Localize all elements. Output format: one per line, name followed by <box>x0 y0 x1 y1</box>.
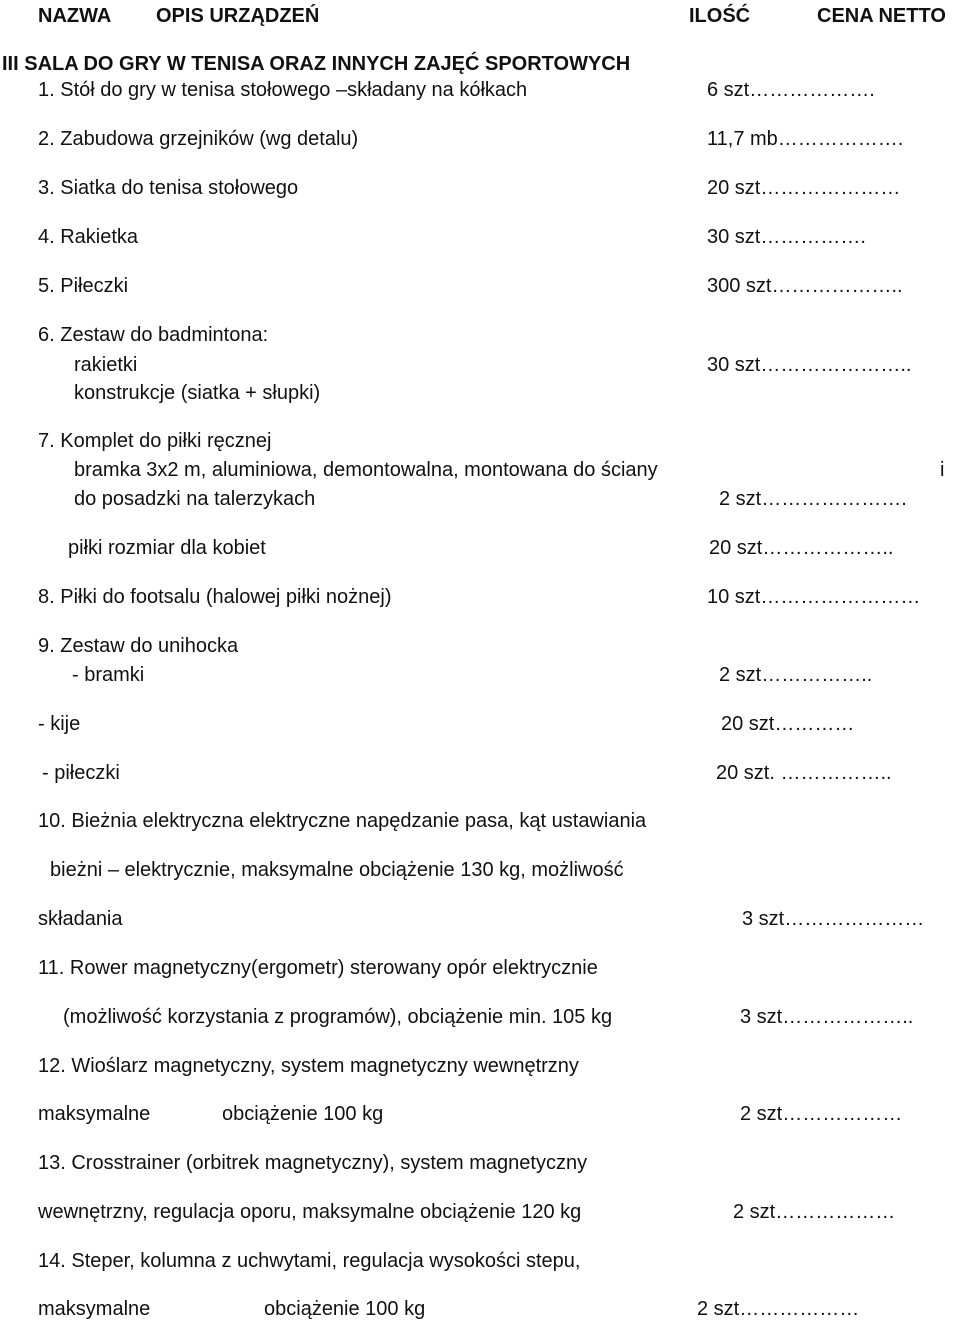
item-14-qty: 2 szt……………… <box>697 1298 860 1320</box>
item-7-text: 7. Komplet do piłki ręcznej <box>38 430 272 452</box>
item-13-qty: 2 szt……………… <box>733 1201 896 1223</box>
item-9-text: 9. Zestaw do unihocka <box>38 635 239 657</box>
item-7-line3: do posadzki na talerzykach <box>74 488 316 510</box>
section-title: III SALA DO GRY W TENISA ORAZ INNYCH ZAJĘĆ SPORTOWYCH <box>2 53 631 75</box>
item-1-text: 1. Stół do gry w tenisa stołowego –składany na kółkach <box>38 79 528 101</box>
header-col-cena: CENA NETTO <box>817 5 946 27</box>
item-10-line2: bieżni – elektrycznie, maksymalne obciążenie 130 kg, możliwość <box>50 859 624 881</box>
item-14-line2a: maksymalne <box>38 1298 151 1320</box>
item-9-sub-bramki: - bramki <box>72 664 145 686</box>
item-7-line2: bramka 3x2 m, aluminiowa, demontowalna, montowana do ściany <box>74 459 658 481</box>
item-14-line2b: obciążenie 100 kg <box>264 1298 426 1320</box>
item-6-sub-rakietki: rakietki <box>74 354 138 376</box>
item-11-line2: (możliwość korzystania z programów), obciążenie min. 105 kg <box>63 1006 613 1028</box>
item-13-line2: wewnętrzny, regulacja oporu, maksymalne obciążenie 120 kg <box>38 1201 582 1223</box>
item-11-qty: 3 szt……………….. <box>740 1006 914 1028</box>
item-3-text: 3. Siatka do tenisa stołowego <box>38 177 299 199</box>
header-col-ilosc: ILOŚĆ <box>689 5 751 27</box>
item-13-text: 13. Crosstrainer (orbitrek magnetyczny), system magnetyczny <box>38 1152 588 1174</box>
header-col-opis: OPIS URZĄDZEŃ <box>156 5 320 27</box>
item-9-sub-kije: - kije <box>38 713 81 735</box>
item-6-sub-konstrukcje: konstrukcje (siatka + słupki) <box>74 382 321 404</box>
item-8-qty: 10 szt…………………… <box>707 586 921 608</box>
item-8-text: 8. Piłki do footsalu (halowej piłki nożnej) <box>38 586 392 608</box>
item-14-text: 14. Steper, kolumna z uchwytami, regulacja wysokości stepu, <box>38 1250 581 1272</box>
item-12-text: 12. Wioślarz magnetyczny, system magnetyczny wewnętrzny <box>38 1055 579 1077</box>
header-col-nazwa: NAZWA <box>38 5 112 27</box>
item-12-line2b: obciążenie 100 kg <box>222 1103 384 1125</box>
item-4-qty: 30 szt……………. <box>707 226 866 248</box>
item-10-text: 10. Bieżnia elektryczna elektryczne napędzanie pasa, kąt ustawiania <box>38 810 647 832</box>
item-1-qty: 6 szt………………. <box>707 79 875 101</box>
item-2-text: 2. Zabudowa grzejników (wg detalu) <box>38 128 359 150</box>
item-7-sub: piłki rozmiar dla kobiet <box>68 537 266 559</box>
item-10-qty: 3 szt………………… <box>742 908 925 930</box>
item-4-text: 4. Rakietka <box>38 226 139 248</box>
item-6-qty: 30 szt………………….. <box>707 354 912 376</box>
item-10-line3: składania <box>38 908 123 930</box>
item-7-qty: 2 szt…………………. <box>719 488 907 510</box>
item-9-sub-pileczki: - piłeczki <box>42 762 120 784</box>
item-9-sub-pileczki-qty: 20 szt. …………….. <box>716 762 892 784</box>
item-3-qty: 20 szt………………… <box>707 177 901 199</box>
item-9-sub-bramki-qty: 2 szt…………….. <box>719 664 873 686</box>
item-5-text: 5. Piłeczki <box>38 275 129 297</box>
item-5-qty: 300 szt……………….. <box>707 275 903 297</box>
item-11-text: 11. Rower magnetyczny(ergometr) sterowany opór elektrycznie <box>38 957 598 979</box>
item-2-qty: 11,7 mb………………. <box>707 128 904 150</box>
item-6-text: 6. Zestaw do badmintona: <box>38 324 269 346</box>
item-7-line2-end: i <box>940 459 945 481</box>
item-9-sub-kije-qty: 20 szt………… <box>721 713 855 735</box>
item-7-sub-qty: 20 szt……………….. <box>709 537 894 559</box>
item-12-line2a: maksymalne <box>38 1103 151 1125</box>
item-12-qty: 2 szt……………… <box>740 1103 903 1125</box>
